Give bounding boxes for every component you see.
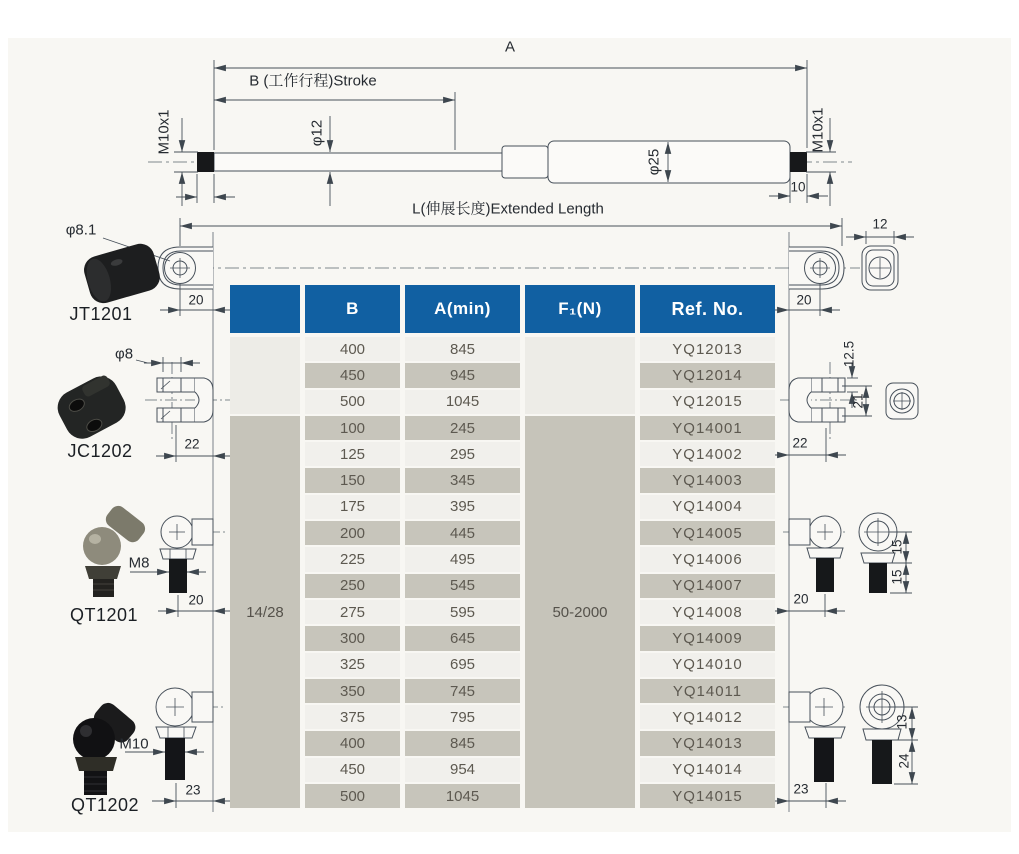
table-cell-b: 400 (305, 337, 400, 361)
table-cell-b: 500 (305, 784, 400, 808)
table-cell-ref: YQ14010 (640, 653, 775, 677)
thread-end-right (790, 152, 807, 172)
table-cell-b: 100 (305, 416, 400, 440)
right-clevis-prong-label: 12.5 (841, 340, 857, 368)
dim-eye-right-label: 20 (796, 292, 812, 308)
table-cell-b: 225 (305, 547, 400, 571)
table-cell-a: 1045 (405, 784, 520, 808)
table-cell-ref: YQ14008 (640, 600, 775, 624)
jc1202-width-label: 22 (184, 436, 200, 452)
header-cell-force: F₁(N) (525, 285, 635, 333)
qt1202-code-label: QT1202 (70, 795, 140, 815)
table-cell-b: 375 (305, 705, 400, 729)
right-eyelet-width-label: 12 (872, 216, 888, 232)
table-cell-ref: YQ14015 (640, 784, 775, 808)
spec-table-body (230, 337, 775, 808)
table-cell-ref: YQ12013 (640, 337, 775, 361)
table-cell-b: 450 (305, 758, 400, 782)
table-cell-ref: YQ14001 (640, 416, 775, 440)
jc1202-photo (52, 370, 132, 444)
dim-rod-diameter-label: φ12 (308, 119, 326, 147)
dim-extended-label: L(伸展长度)Extended Length (412, 200, 604, 218)
dim-tube-diameter-label: φ25 (645, 148, 663, 176)
gas-spring-body (148, 141, 852, 183)
table-cell-a: 595 (405, 600, 520, 624)
qt1202-width-label: 23 (185, 782, 201, 798)
table-cell-b: 500 (305, 390, 400, 414)
table-cell-ref: YQ12014 (640, 363, 775, 387)
dim-thread-length-label: 10 (790, 179, 806, 195)
table-cell-b: 275 (305, 600, 400, 624)
dim-thread-left-label: M10x1 (155, 109, 173, 155)
table-cell-a: 245 (405, 416, 520, 440)
table-cell-a: 954 (405, 758, 520, 782)
header-cell-blank (230, 285, 300, 333)
right-clevis-width-label: 22 (792, 435, 808, 451)
table-cell-a: 345 (405, 468, 520, 492)
header-cell-ref: Ref. No. (640, 285, 775, 333)
group2-force-cell: 50-2000 (525, 416, 635, 808)
table-cell-b: 175 (305, 495, 400, 519)
table-cell-ref: YQ14014 (640, 758, 775, 782)
table-cell-a: 845 (405, 731, 520, 755)
qt1201-code-label: QT1201 (69, 605, 139, 625)
table-cell-ref: YQ14002 (640, 442, 775, 466)
right-ballstud-dim1-label: 15 (889, 539, 905, 555)
qt1201-photo (83, 503, 148, 597)
table-cell-ref: YQ14007 (640, 574, 775, 598)
qt1201-thread-label: M8 (128, 554, 150, 572)
table-cell-b: 325 (305, 653, 400, 677)
dim-eye-left-label: 20 (188, 292, 204, 308)
table-cell-b: 250 (305, 574, 400, 598)
dim-stroke-label: B (工作行程)Stroke (249, 72, 377, 90)
table-cell-ref: YQ14005 (640, 521, 775, 545)
right-bigstud-dim2-label: 24 (896, 753, 912, 769)
qt1201-width-label: 20 (188, 592, 204, 608)
table-cell-b: 350 (305, 679, 400, 703)
table-cell-b: 300 (305, 626, 400, 650)
group1-size-cell (230, 337, 300, 414)
right-ballstud-width-label: 20 (793, 591, 809, 607)
jt1201-photo (81, 240, 163, 306)
table-cell-b: 150 (305, 468, 400, 492)
table-cell-b: 200 (305, 521, 400, 545)
table-cell-b: 400 (305, 731, 400, 755)
spec-table (230, 285, 775, 810)
table-cell-ref: YQ14011 (640, 679, 775, 703)
table-cell-ref: YQ14006 (640, 547, 775, 571)
jt1201-code-label: JT1201 (69, 304, 133, 324)
table-cell-ref: YQ14004 (640, 495, 775, 519)
right-clevis-span-label: 21 (850, 393, 866, 409)
table-cell-ref: YQ14003 (640, 468, 775, 492)
jc1202-code-label: JC1202 (67, 441, 133, 461)
group2-size-cell: 14/28 (230, 416, 300, 808)
right-ballstud-dim2-label: 15 (889, 569, 905, 585)
table-cell-b: 125 (305, 442, 400, 466)
qt1202-thread-label: M10 (119, 735, 149, 753)
header-cell-b: B (305, 285, 400, 333)
right-bigstud-dim1-label: 13 (894, 714, 910, 730)
table-cell-a: 745 (405, 679, 520, 703)
table-cell-a: 445 (405, 521, 520, 545)
table-cell-a: 695 (405, 653, 520, 677)
table-cell-a: 545 (405, 574, 520, 598)
table-cell-a: 945 (405, 363, 520, 387)
table-cell-ref: YQ14013 (640, 731, 775, 755)
table-cell-a: 795 (405, 705, 520, 729)
group1-force-cell (525, 337, 635, 414)
jt1201-dia-label: φ8.1 (65, 221, 97, 239)
thread-end-left (197, 152, 214, 172)
right-bigstud-width-label: 23 (793, 781, 809, 797)
table-cell-a: 1045 (405, 390, 520, 414)
table-cell-a: 845 (405, 337, 520, 361)
spec-table-header (230, 285, 775, 333)
table-cell-ref: YQ14012 (640, 705, 775, 729)
dim-overall-label: A (504, 38, 516, 56)
jc1202-dia-label: φ8 (114, 345, 134, 363)
header-cell-amin: A(min) (405, 285, 520, 333)
table-cell-ref: YQ14009 (640, 626, 775, 650)
table-cell-a: 645 (405, 626, 520, 650)
table-cell-a: 395 (405, 495, 520, 519)
table-cell-b: 450 (305, 363, 400, 387)
dim-thread-right-label: M10x1 (809, 107, 827, 153)
table-cell-a: 295 (405, 442, 520, 466)
table-cell-ref: YQ12015 (640, 390, 775, 414)
table-cell-a: 495 (405, 547, 520, 571)
